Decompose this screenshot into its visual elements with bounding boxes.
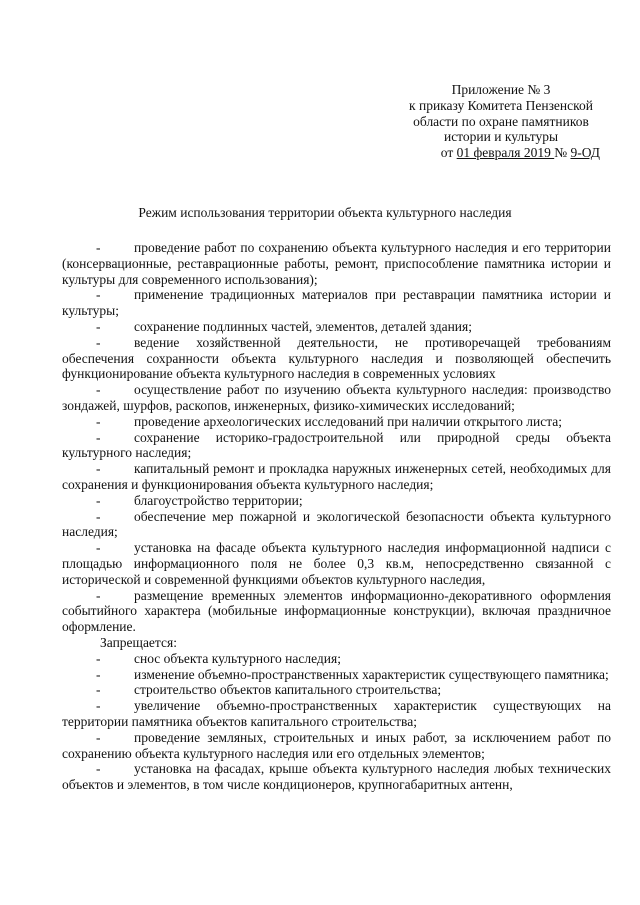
- appendix-committee-line: области по охране памятников: [413, 113, 589, 129]
- list-item: [62, 667, 611, 683]
- list-item-text: проведение археологических исследований при наличии открытого листа;: [134, 413, 563, 429]
- list-item-text: благоустройство территории;: [134, 492, 303, 508]
- list-item: [62, 509, 611, 541]
- list-item-text: установка на фасаде объекта культурного наследия информационной надписи с площадью информационного поля не более 0,3 кв.м, непосредственно связанной с исторической и современной функциями объектов культурного наследия,: [62, 540, 611, 587]
- list-item: [62, 698, 611, 730]
- list-item-text: обеспечение мер пожарной и экологической безопасности объекта культурного наследия;: [62, 508, 611, 540]
- list-item: [62, 430, 611, 462]
- list-item-text: ведение хозяйственной деятельности, не противоречащей требованиям обеспечения сохранности объекта культурного наследия и позволяющей обеспечить функционирование объекта культурного наследия в современных условиях: [62, 334, 611, 382]
- list-item-text: капитальный ремонт и прокладка наружных инженерных сетей, необходимых для сохранения и функционирования объекта культурного наследия;: [62, 461, 611, 492]
- dash-marker: -: [96, 318, 101, 334]
- dash-marker: -: [96, 650, 101, 666]
- dash-marker: -: [96, 698, 101, 714]
- ref-date: 01 февраля 2019: [456, 145, 555, 161]
- list-item: [62, 414, 611, 430]
- dash-marker: -: [96, 287, 101, 303]
- list-item: [62, 682, 611, 698]
- document-title: Режим использования территории объекта культурного наследия: [138, 205, 512, 220]
- ref-number: 9-ОД: [570, 145, 600, 161]
- list-item-text: увеличение объемно-пространственных характеристик существующих на территории памятника объектов капитального строительства;: [62, 698, 611, 729]
- list-item: [62, 319, 611, 335]
- appendix-history-line: истории и культуры: [443, 129, 559, 145]
- prohibited-heading: Запрещается:: [100, 634, 177, 650]
- dash-marker: -: [96, 666, 101, 682]
- dash-marker: -: [96, 334, 101, 350]
- list-item: [62, 335, 611, 382]
- list-item: [62, 761, 611, 793]
- list-item-text: снос объекта культурного наследия;: [134, 650, 341, 666]
- list-item: [62, 730, 611, 762]
- list-item-text: осуществление работ по изучению объекта культурного наследия: производство зондажей, шурфов, раскопов, инженерных, физико-химических исследований;: [62, 382, 611, 413]
- dash-marker: -: [96, 492, 101, 508]
- list-item: [62, 588, 611, 635]
- dash-marker: -: [96, 413, 101, 429]
- appendix-order-line: к приказу Комитета Пензенской: [409, 97, 593, 113]
- dash-marker: -: [96, 429, 101, 445]
- dash-marker: -: [96, 461, 101, 477]
- dash-marker: -: [96, 508, 101, 524]
- ref-prefix: от: [440, 145, 457, 161]
- list-item-text: проведение земляных, строительных и иных работ, за исключением работ по сохранению объекта культурного наследия или его отдельных элементов;: [62, 729, 611, 761]
- list-item-text: изменение объемно-пространственных характеристик существующего памятника;: [134, 666, 609, 682]
- list-item: [62, 287, 611, 319]
- dash-marker: -: [96, 382, 101, 398]
- list-item-text: применение традиционных материалов при реставрации памятника истории и культуры;: [62, 287, 611, 319]
- list-item-text: размещение временных элементов информационно-декоративного оформления событийного характера (мобильные информационные конструкции), включая праздничное оформление.: [62, 587, 611, 635]
- dash-marker: -: [96, 240, 101, 255]
- list-item-text: проведение работ по сохранению объекта культурного наследия и его территории (консервационные, реставрационные работы, ремонт, приспособление памятника истории и культуры для современного использования);: [62, 240, 611, 287]
- dash-marker: -: [96, 761, 101, 777]
- appendix-title: Приложение № 3: [451, 82, 551, 97]
- list-item: [62, 493, 611, 509]
- appendix-block: [392, 82, 610, 161]
- appendix-reference: [392, 145, 610, 161]
- list-item: [62, 540, 611, 587]
- dash-marker: -: [96, 540, 101, 556]
- dash-marker: -: [96, 587, 101, 603]
- prohibited-list: [62, 651, 611, 793]
- ref-number-sign: №: [554, 145, 571, 161]
- list-item: [62, 382, 611, 414]
- list-item: [62, 651, 611, 667]
- allowed-list: [62, 240, 611, 635]
- list-item-text: установка на фасадах, крыше объекта культурного наследия любых технических объектов и элементов, в том числе кондиционеров, крупногабаритных антенн,: [62, 761, 611, 793]
- list-item: [62, 461, 611, 493]
- list-item-text: сохранение историко-градостроительной или природной среды объекта культурного наследия;: [62, 429, 611, 461]
- list-item-text: сохранение подлинных частей, элементов, деталей здания;: [134, 318, 472, 334]
- dash-marker: -: [96, 682, 101, 698]
- document-body: [62, 240, 611, 793]
- dash-marker: -: [96, 729, 101, 745]
- list-item: [62, 240, 611, 287]
- list-item-text: строительство объектов капитального строительства;: [134, 682, 442, 698]
